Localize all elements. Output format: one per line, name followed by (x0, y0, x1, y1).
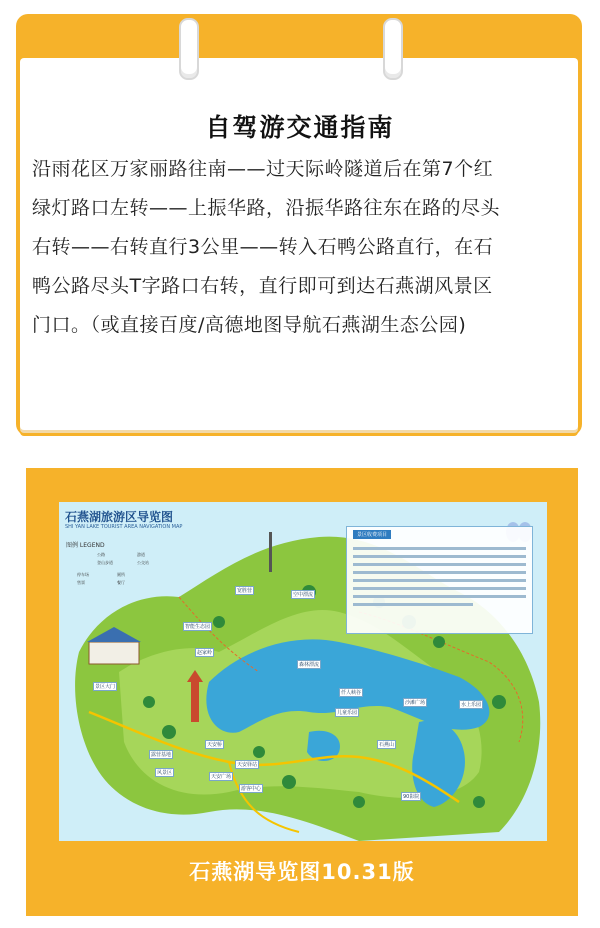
map-label[interactable]: 智能生态园 (185, 624, 211, 630)
map-label[interactable]: 空中漂流 (293, 592, 314, 598)
legend-item: 公路 (97, 552, 105, 557)
guide-line: 右转——右转直行3公里——转入石鸭公路直行，在石 (32, 236, 494, 258)
legend-item: 售票 (77, 580, 85, 585)
map-label[interactable]: 水上乐园 (461, 702, 482, 708)
map-label[interactable]: 天安桥 (207, 742, 223, 748)
map-label[interactable]: 仟人峡谷 (341, 690, 362, 696)
binder-ring-right (383, 18, 403, 80)
map-caption: 石燕湖导览图10.31版 (189, 860, 415, 884)
map-info-box (346, 526, 533, 634)
guide-line: 绿灯路口左转——上振华路，沿振华路往东在路的尽头 (32, 197, 501, 219)
legend-item: 停车场 (77, 572, 89, 577)
legend-item: 餐厅 (117, 580, 125, 585)
tourist-map[interactable] (59, 502, 547, 841)
map-label[interactable]: 森林漂流 (299, 662, 320, 668)
map-card (26, 468, 578, 916)
map-label[interactable]: 景区大门 (95, 684, 116, 690)
guide-line: 沿雨花区万家丽路往南——过天际岭隧道后在第7个红 (32, 158, 494, 180)
legend-item: 公交站 (137, 560, 149, 565)
map-label[interactable]: 游客中心 (241, 786, 262, 792)
map-label[interactable]: 儿童乐园 (337, 710, 358, 716)
map-label[interactable]: 天安广场 (211, 774, 232, 780)
map-label[interactable]: 石燕山 (379, 742, 395, 748)
guide-title: 自驾游交通指南 (205, 113, 395, 142)
legend-item: 登山步道 (97, 560, 113, 565)
binder-ring-left (179, 18, 199, 80)
legend-title: 图例 LEGEND (66, 542, 105, 549)
map-label[interactable]: 宽胜营 (237, 588, 253, 594)
legend-item: 厕所 (117, 572, 125, 577)
guide-body (32, 150, 572, 345)
map-label[interactable]: 风景区 (157, 770, 173, 776)
legend-item: 游道 (137, 552, 145, 557)
guide-line: 门口。（或直接百度/高德地图导航石燕湖生态公园) (32, 314, 467, 336)
guide-line: 鸭公路尽头T字路口右转，直行即可到达石燕湖风景区 (32, 275, 493, 297)
map-title: 石燕湖旅游区导览图 (65, 510, 174, 524)
map-label[interactable]: 天安驿站 (237, 762, 258, 768)
info-box-title: 景区收费项目 (353, 530, 391, 539)
map-legend (63, 538, 183, 626)
map-label[interactable]: 露营基地 (151, 752, 172, 758)
map-label[interactable]: 90影院 (403, 794, 420, 800)
map-subtitle: SHI YAN LAKE TOURIST AREA NAVIGATION MAP (65, 524, 183, 530)
map-label[interactable]: 沙滩广场 (405, 700, 426, 706)
map-label[interactable]: 赵家岭 (197, 650, 213, 656)
